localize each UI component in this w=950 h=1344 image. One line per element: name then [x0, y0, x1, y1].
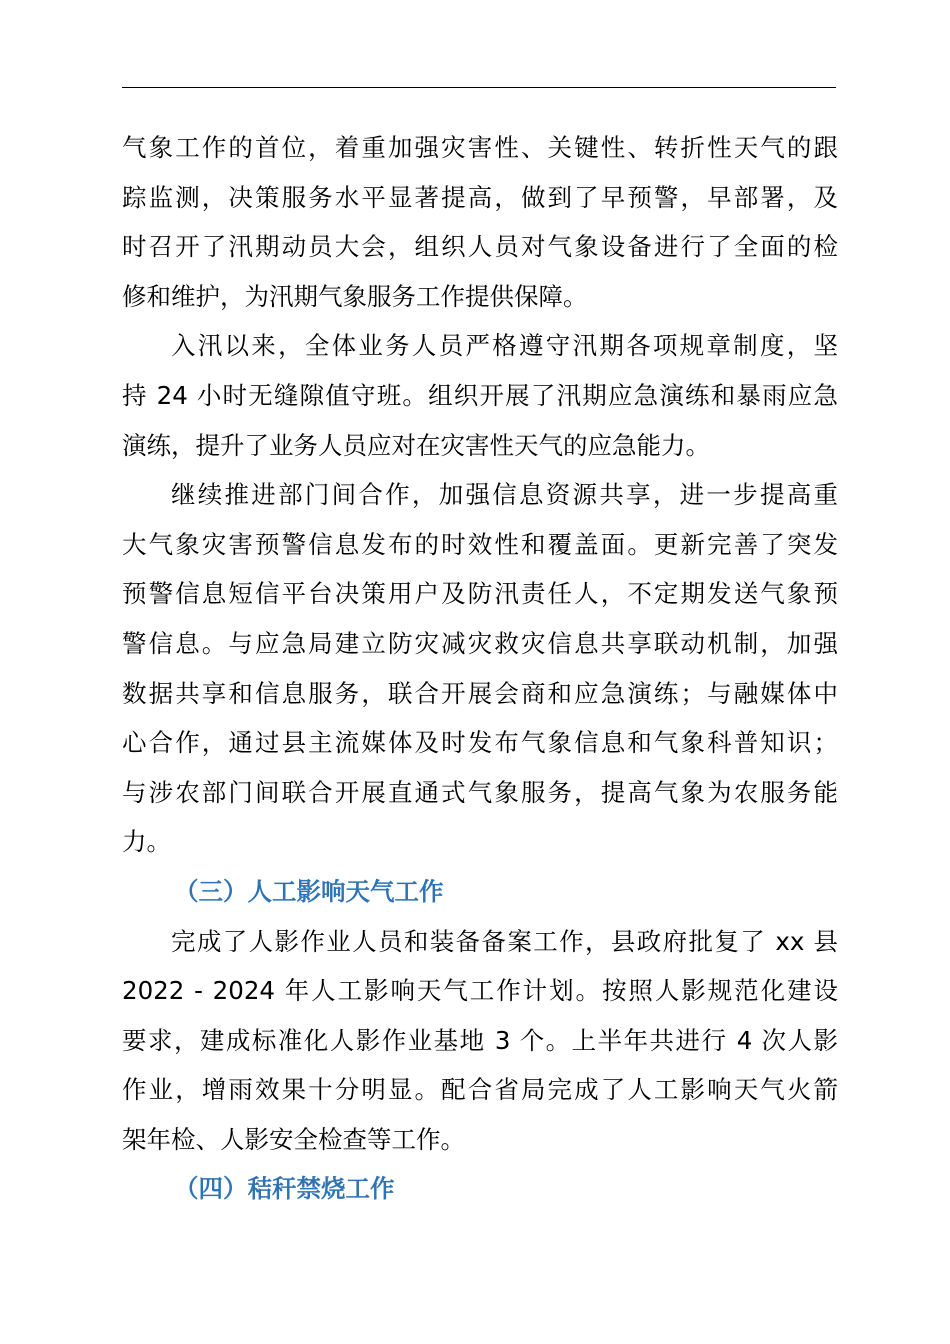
- text-line: 入汛以来，全体业务人员严格遵守汛期各项规章制度，坚: [171, 331, 838, 361]
- paragraph-flood-service-continued: [122, 123, 838, 321]
- text-line: 数据共享和信息服务，联合开展会商和应急演练；与融媒体中: [122, 678, 838, 708]
- header-rule: [122, 87, 836, 88]
- text-line: 警信息。与应急局建立防灾减灾救灾信息共享联动机制，加强: [122, 628, 838, 658]
- section-heading-straw-burning-ban: （四）秸秆禁烧工作: [174, 1174, 395, 1204]
- text-line: 演练，提升了业务人员应对在灾害性天气的应急能力。: [122, 430, 710, 460]
- text-line: 大气象灾害预警信息发布的时效性和覆盖面。更新完善了突发: [122, 529, 838, 559]
- text-line: 心合作，通过县主流媒体及时发布气象信息和气象科普知识；: [122, 728, 838, 758]
- text-line: 要求，建成标准化人影作业基地 3 个。上半年共进行 4 次人影: [122, 1025, 838, 1055]
- text-line: 力。: [122, 827, 171, 857]
- paragraph-weather-modification: [122, 917, 838, 1165]
- text-line: 持 24 小时无缝隙值守班。组织开展了汛期应急演练和暴雨应急: [122, 380, 838, 410]
- text-line: 踪监测，决策服务水平显著提高，做到了早预警，早部署，及: [122, 182, 838, 212]
- document-body: [122, 123, 838, 1214]
- text-line: 预警信息短信平台决策用户及防汛责任人，不定期发送气象预: [122, 579, 838, 609]
- text-line: 架年检、人影安全检查等工作。: [122, 1124, 465, 1154]
- text-line: 时召开了汛期动员大会，组织人员对气象设备进行了全面的检: [122, 232, 838, 262]
- section-heading-weather-modification: （三）人工影响天气工作: [174, 876, 444, 906]
- paragraph-flood-duty: [122, 321, 838, 470]
- text-line: 2022 - 2024 年人工影响天气工作计划。按照人影规范化建设: [122, 976, 838, 1006]
- text-line: 修和维护，为汛期气象服务工作提供保障。: [122, 281, 588, 311]
- paragraph-cooperation: [122, 470, 838, 867]
- text-line: 气象工作的首位，着重加强灾害性、关键性、转折性天气的跟: [122, 133, 838, 162]
- text-line: 与涉农部门间联合开展直通式气象服务，提高气象为农服务能: [122, 777, 838, 807]
- text-line: 作业，增雨效果十分明显。配合省局完成了人工影响天气火箭: [122, 1075, 838, 1105]
- text-line: 完成了人影作业人员和装备备案工作，县政府批复了 xx 县: [171, 926, 838, 956]
- text-line: 继续推进部门间合作，加强信息资源共享，进一步提高重: [171, 480, 838, 510]
